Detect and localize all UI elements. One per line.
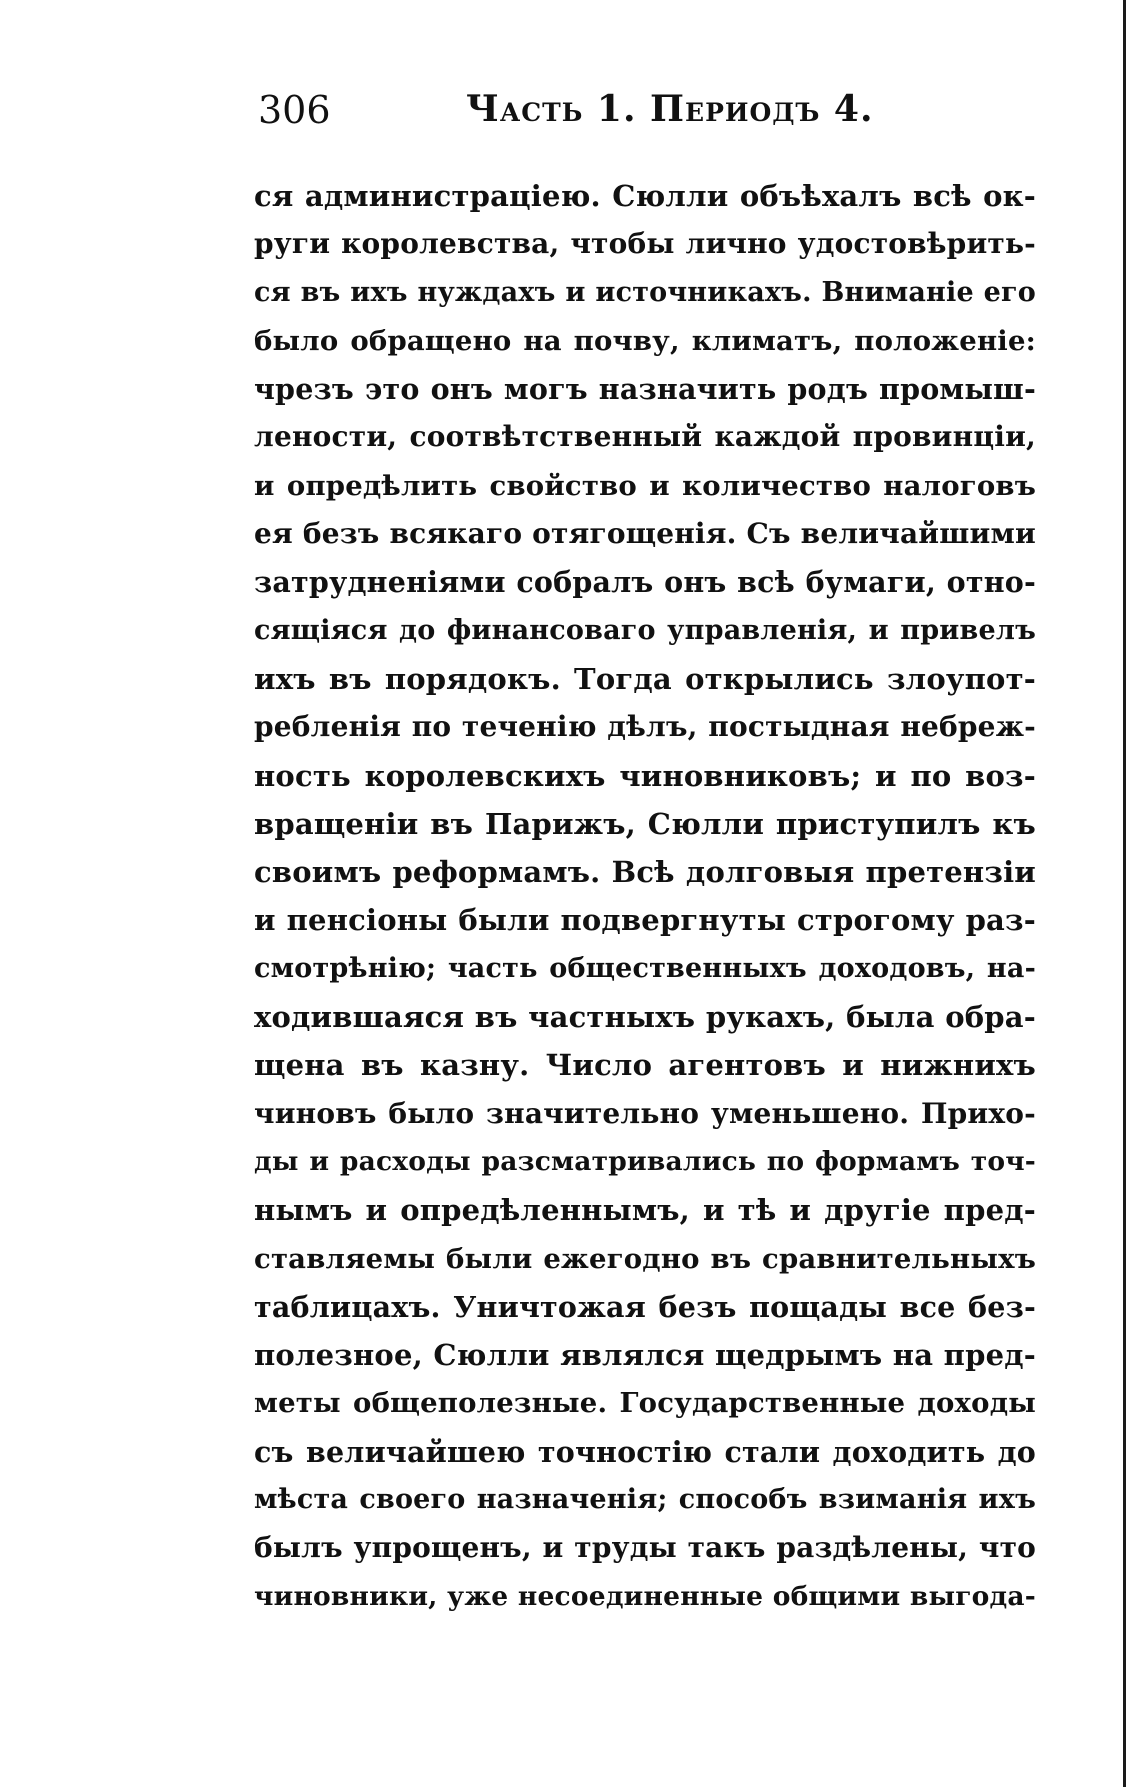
text-line: таблицахъ. Уничтожая безъ пощады все без- xyxy=(254,1289,1036,1324)
text-line: ребленія по теченію дѣлъ, постыдная небреж- xyxy=(254,710,1036,744)
text-line: было обращено на почву, климатъ, положеніе: xyxy=(254,324,1036,357)
text-line: ся въ ихъ нуждахъ и источникахъ. Вниманіе его xyxy=(254,276,1036,308)
text-line: щена въ казну. Число агентовъ и нижнихъ xyxy=(254,1048,1036,1083)
text-line: ихъ въ порядокъ. Тогда открылись злоупот- xyxy=(254,661,1036,696)
text-line: нымъ и опредѣленнымъ, и тѣ и другіе пред- xyxy=(254,1193,1036,1228)
text-line: чрезъ это онъ могъ назначить родъ промыш- xyxy=(254,372,1036,407)
body-text xyxy=(254,172,1036,1621)
text-line: ходившаяся въ частныхъ рукахъ, была обра- xyxy=(254,1000,1036,1035)
text-line: ея безъ всякаго отягощенія. Съ величайшими xyxy=(254,517,1036,551)
text-line: затрудненіями собралъ онъ всѣ бумаги, отно- xyxy=(254,565,1036,600)
text-line: смотрѣнію; часть общественныхъ доходовъ, на- xyxy=(254,952,1036,984)
text-line: и опредѣлить свойство и количество налоговъ xyxy=(254,469,1036,502)
text-line: своимъ реформамъ. Всѣ долговыя претензіи xyxy=(254,855,1036,890)
text-line: лености, соотвѣтственный каждой провинціи, xyxy=(254,420,1036,454)
page-edge-line xyxy=(1123,0,1126,1787)
text-line: чиновъ было значительно уменьшено. Прихо- xyxy=(254,1096,1036,1130)
page-number: 306 xyxy=(258,88,331,132)
page-header xyxy=(258,88,1038,148)
text-line: ды и расходы разсматривались по формамъ точ- xyxy=(254,1145,1036,1177)
text-line: полезное, Сюлли являлся щедрымъ на пред- xyxy=(254,1338,1036,1373)
text-line: ся администраціею. Сюлли объѣхалъ всѣ ок- xyxy=(254,179,1036,213)
text-line: мѣста своего назначенія; способъ взиманія ихъ xyxy=(254,1484,1036,1516)
text-line: и пенсіоны были подвергнуты строгому раз- xyxy=(254,903,1036,938)
text-line: ставляемы были ежегодно въ сравнительныхъ xyxy=(254,1242,1036,1275)
text-line: меты общеполезные. Государственные доходы xyxy=(254,1387,1036,1420)
text-line: съ величайшею точностію стали доходить до xyxy=(254,1434,1036,1469)
text-line: вращеніи въ Парижъ, Сюлли приступилъ къ xyxy=(254,806,1036,841)
text-line: ность королевскихъ чиновниковъ; и по воз- xyxy=(254,758,1036,793)
text-line: сящіяся до финансоваго управленія, и привелъ xyxy=(254,614,1036,646)
running-title: Часть 1. Периодъ 4. xyxy=(466,88,874,130)
text-line: руги королевства, чтобы лично удостовѣрить- xyxy=(254,227,1036,261)
text-line: былъ упрощенъ, и труды такъ раздѣлены, что xyxy=(254,1531,1036,1565)
text-line: чиновники, уже несоединенные общими выгода- xyxy=(254,1580,1036,1612)
